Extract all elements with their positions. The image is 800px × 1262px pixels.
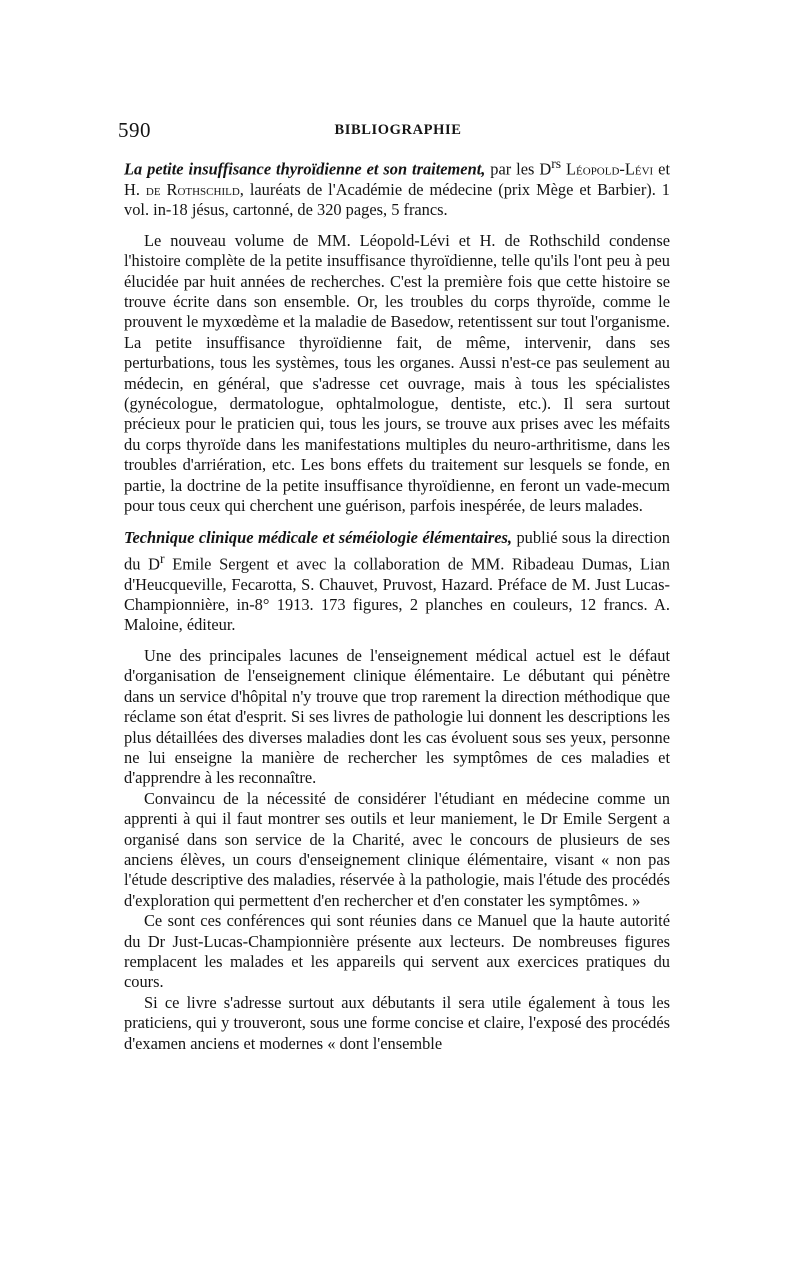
running-title: BIBLIOGRAPHIE	[334, 122, 462, 138]
review-paragraph: Une des principales lacunes de l'enseignement médical actuel est le défaut d'organisation de l'enseignement clinique élémentaire. Le débutant qui pénètre dans un service d'hôpital n'y trouve que trop rarement la direction méthodique que réclame son état d'esprit. Si ses livres de pathologie lui donnent les descriptions les plus détaillées des diverses maladies dont les cas évoluent sous ses yeux, personne ne lui enseigne la manière de rechercher les symptômes de ces maladies et d'apprendre à les reconnaître.	[124, 645, 670, 788]
citation-part: Emile Sergent et avec la collaboration de MM. Ribadeau Dumas, Lian d'Heucqueville, Fecarotta, S. Chauvet, Pruvost, Hazard. Préface de M. Just Lucas-Championnière, in-8° 1913. 173 figures, 2 planches en couleurs, 12 francs. A. Maloine, éditeur.	[124, 554, 671, 635]
review-paragraph: Convaincu de la nécessité de considérer l'étudiant en médecine comme un apprenti à qui il faut montrer ses outils et leur maniement, le Dr Emile Sergent a organisé dans son service de la Charité, avec le concours de plusieurs de ses anciens élèves, un cours d'enseignement clinique élémentaire, visant « non pas l'étude descriptive des maladies, réservée à la pathologie, mais l'étude des procédés d'exploration qui permettent d'en rechercher et d'en constater les symptômes. »	[124, 788, 670, 910]
book-title: La petite insuffisance thyroïdienne et son traitement,	[124, 159, 486, 179]
bibliography-entry-2	[124, 528, 670, 636]
bibliography-entry-1	[124, 154, 670, 221]
review-paragraph: Le nouveau volume de MM. Léopold-Lévi et H. de Rothschild condense l'histoire complète de la petite insuffisance thyroïdienne, telle qu'ils l'ont peu à peu élucidée par huit années de recherches. C'est la première fois que cette histoire se trouve écrite dans son ensemble. Or, les troubles du corps thyroïde, comme le prouvent le myxœdème et la maladie de Basedow, retentissent sur tout l'organisme. La petite insuffisance thyroïdienne fait, de même, intervenir, dans ses perturbations, tous les systèmes, tous les organes. Aussi n'est-ce pas seulement au médecin, en général, que s'adresse cet ouvrage, mais à tous les spécialistes (gynécologue, dermatologue, ophtalmologue, dentiste, etc.). Il sera surtout précieux pour le praticien qui, tous les jours, se trouve aux prises avec les méfaits du corps thyroïde dans les manifestations multiples du neuro-arthritisme, dans les troubles d'arriération, etc. Les bons effets du traitement sur lesquels se fonde, en partie, la doctrine de la petite insuffisance thyroïdienne, en feront un vade-mecum pour tous ceux qui cherchent une guérison, parfois inespérée, de leurs malades.	[124, 230, 670, 515]
review-paragraph: Ce sont ces conférences qui sont réunies dans ce Manuel que la haute autorité du Dr Just-Lucas-Championnière présente aux lecteurs. De nombreuses figures remplacent les malades et les appareils qui servent aux exercices pratiques du cours.	[124, 911, 670, 992]
text-body	[124, 154, 670, 1054]
page-header	[118, 118, 678, 142]
citation-part: et H.	[124, 159, 671, 199]
author-name: Léopold-Lévi	[561, 159, 654, 179]
book-title: Technique clinique médicale et séméiologie élémentaires,	[124, 528, 513, 548]
citation-part: publié sous la direction du D	[124, 528, 670, 574]
citation-superscript: rs	[551, 156, 562, 171]
page-number: 590	[118, 118, 151, 142]
author-name: de Rothschild	[145, 179, 240, 199]
citation-part: par les D	[485, 159, 552, 179]
review-paragraph: Si ce livre s'adresse surtout aux débutants il sera utile également à tous les praticiens, qui y trouveront, sous une forme concise et claire, l'exposé des procédés d'examen anciens et modernes « dont l'ensemble	[124, 992, 670, 1053]
citation-part: , lauréats de l'Académie de médecine (prix Mège et Barbier). 1 vol. in-18 jésus, cartonné, de 320 pages, 5 francs.	[124, 179, 670, 220]
citation-superscript: r	[159, 550, 165, 566]
